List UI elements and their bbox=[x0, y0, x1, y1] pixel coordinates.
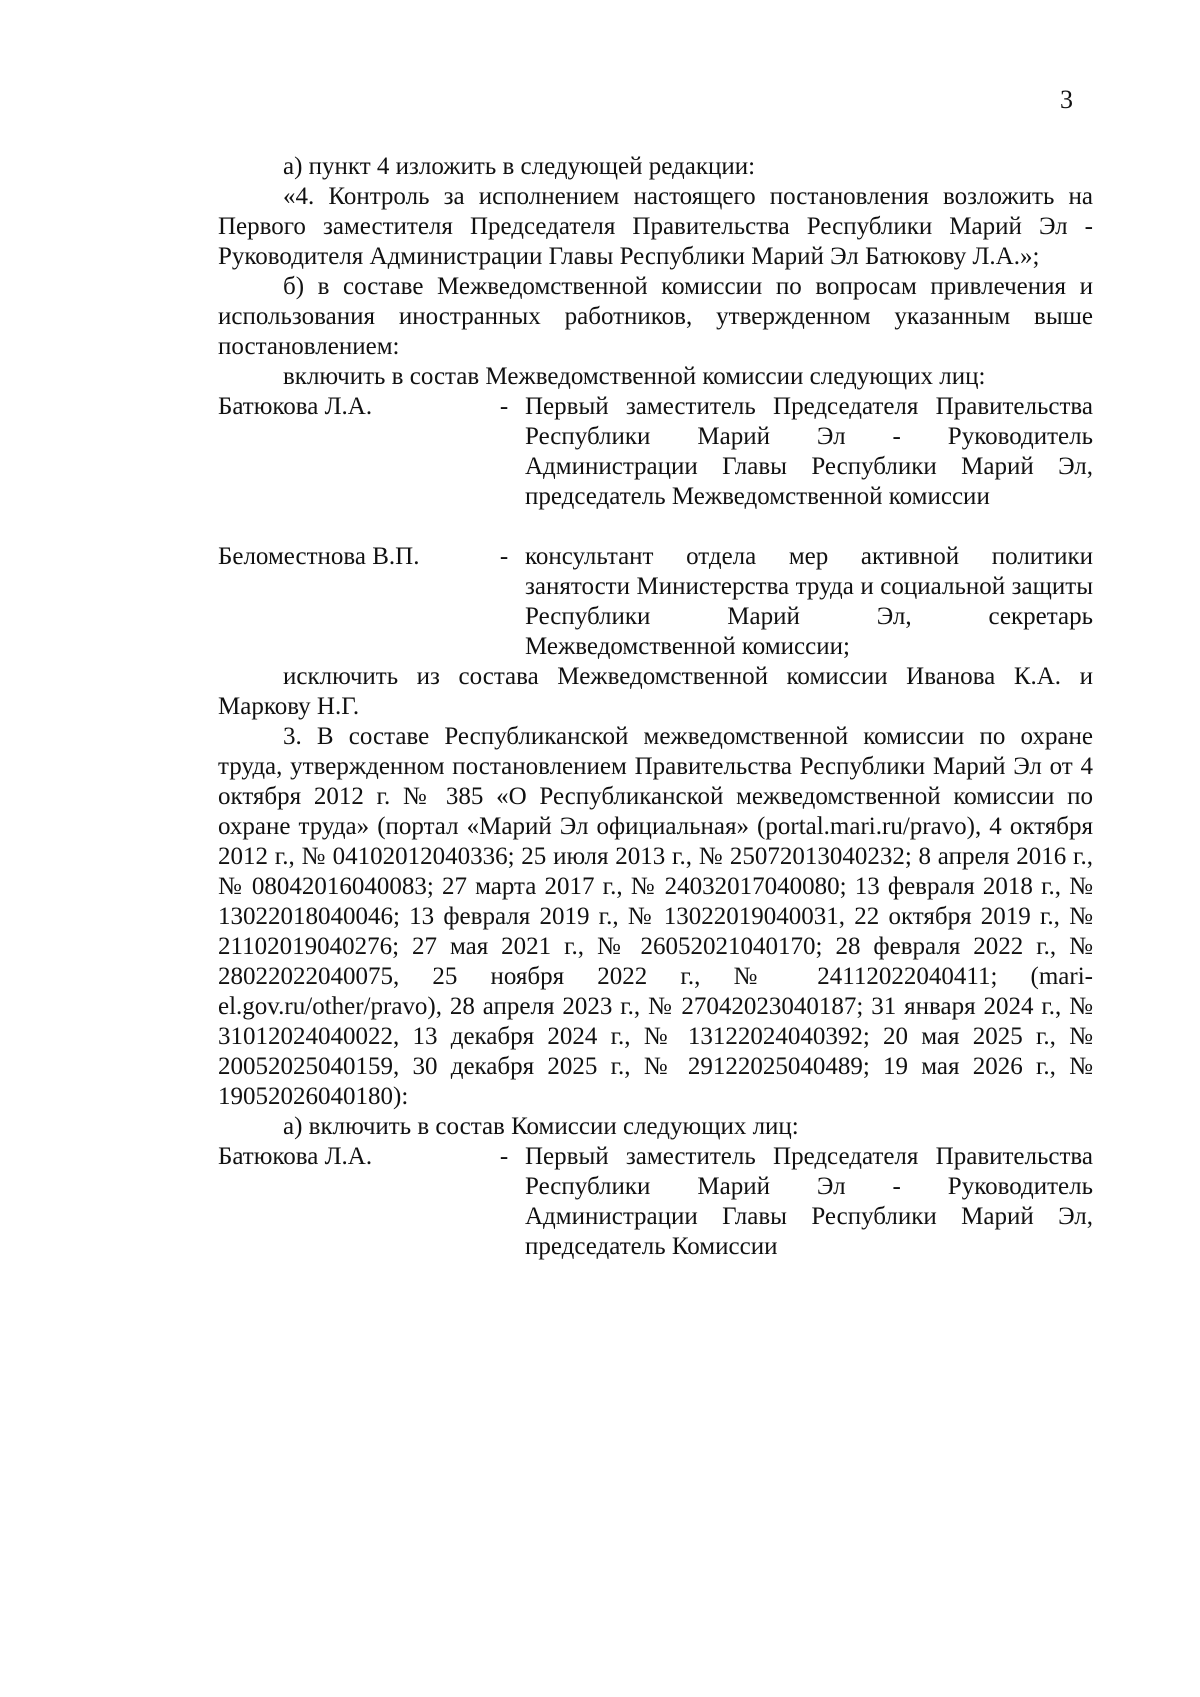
member-dash: - bbox=[499, 543, 509, 570]
paragraph-exclude-members: исключить из состава Межведомственной комиссии Иванова К.А. и Маркову Н.Г. bbox=[218, 663, 1093, 720]
paragraph-control-clause: «4. Контроль за исполнением настоящего постановления возложить на Первого заместителя Председателя Правительства Республики Марий Эл - Руководителя Администрации Главы Республики Марий Эл Батюкову Л.А.»; bbox=[218, 183, 1093, 270]
member-row bbox=[218, 392, 1093, 512]
page-number: 3 bbox=[1060, 85, 1073, 114]
paragraph-section-3: 3. В составе Республиканской межведомственной комиссии по охране труда, утвержденном постановлением Правительства Республики Марий Эл от 4 октября 2012 г. № 385 «О Республиканской межведомственной комиссии по охране труда» (портал «Марий Эл официальная» (portal.mari.ru/pravo), 4 октября 2012 г., № 04102012040336; 25 июля 2013 г., № 25072013040232; 8 апреля 2016 г., № 08042016040083; 27 марта 2017 г., № 24032017040080; 13 февраля 2018 г., № 13022018040046; 13 февраля 2019 г., № 13022019040031, 22 октября 2019 г., № 21102019040276; 27 мая 2021 г., № 26052021040170; 28 февраля 2022 г., № 28022022040075, 25 ноября 2022 г., № 24112022040411; (mari-el.gov.ru/other/pravo), 28 апреля 2023 г., № 27042023040187; 31 января 2024 г., № 31012024040022, 13 декабря 2024 г., № 13122024040392; 20 мая 2025 г., № 20052025040159, 30 декабря 2025 г., № 29122025040489; 19 мая 2026 г., № 19052026040180): bbox=[218, 723, 1093, 1110]
paragraph-include-commission: а) включить в состав Комиссии следующих лиц: bbox=[283, 1113, 799, 1140]
paragraph-item-b: б) в составе Межведомственной комиссии по вопросам привлечения и использования иностранных работников, утвержденном указанным выше постановлением: bbox=[218, 273, 1093, 360]
member-dash: - bbox=[499, 393, 509, 420]
member-name: Батюкова Л.А. bbox=[218, 393, 373, 420]
member-row bbox=[218, 1142, 1093, 1262]
paragraph-item-a: а) пункт 4 изложить в следующей редакции: bbox=[283, 153, 756, 180]
spacer bbox=[218, 512, 1093, 542]
member-name: Батюкова Л.А. bbox=[218, 1143, 373, 1170]
member-row bbox=[218, 542, 1093, 662]
member-dash: - bbox=[499, 1143, 509, 1170]
member-name: Беломестнова В.П. bbox=[218, 543, 420, 570]
member-position: консультант отдела мер активной политики занятости Министерства труда и социальной защиты Республики Марий Эл, секретарь Межведомственной комиссии; bbox=[525, 543, 1093, 660]
paragraph-include-members: включить в состав Межведомственной комиссии следующих лиц: bbox=[283, 363, 986, 390]
member-position: Первый заместитель Председателя Правительства Республики Марий Эл - Руководитель Администрации Главы Республики Марий Эл, председатель Комиссии bbox=[525, 1143, 1093, 1260]
member-position: Первый заместитель Председателя Правительства Республики Марий Эл - Руководитель Администрации Главы Республики Марий Эл, председатель Межведомственной комиссии bbox=[525, 393, 1093, 510]
document-body bbox=[218, 152, 1093, 1262]
